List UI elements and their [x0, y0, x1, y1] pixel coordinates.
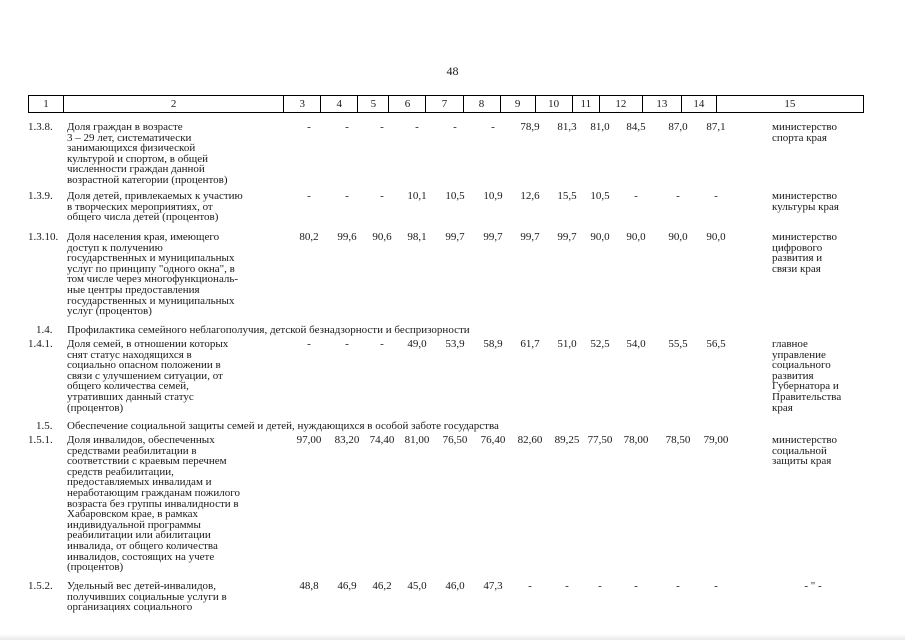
header-cell-3: 3	[284, 96, 321, 112]
value-cell-col9: 78,9	[520, 121, 540, 133]
responsible-body	[772, 122, 864, 143]
scan-edge	[0, 634, 905, 640]
description-line: реабилитации или абилитации	[67, 529, 211, 542]
row-id: 1.5.2.	[28, 580, 53, 592]
description-line: Доля населения края, имеющего	[67, 231, 220, 243]
value-cell-col6: 45,0	[407, 580, 427, 592]
value-cell-col7: 76,50	[442, 434, 468, 446]
value-cell-col3: 48,8	[299, 580, 319, 592]
header-cell-14: 14	[682, 96, 717, 112]
value-cell-col9: 82,60	[517, 434, 543, 446]
value-cell-col5: 74,40	[369, 434, 395, 446]
value-cell-col4: -	[345, 121, 349, 133]
description-line: индивидуальной программы	[67, 518, 201, 531]
description-line: предоставляемых инвалидам и	[67, 476, 212, 489]
description-line: (процентов)	[67, 561, 124, 574]
value-cell-col8: 47,3	[483, 580, 503, 592]
value-cell-col6: 10,1	[407, 190, 427, 202]
responsible-line: Губернатора и	[772, 380, 839, 393]
value-cell-col14: 87,1	[706, 121, 726, 133]
responsible-line: главное	[772, 338, 808, 350]
value-cell-col7: 99,7	[445, 231, 465, 243]
value-cell-col4: -	[345, 338, 349, 350]
description-line: социально опасном положении в	[67, 359, 221, 372]
value-cell-col8: 10,9	[483, 190, 503, 202]
responsible-body	[772, 581, 864, 592]
value-cell-col12: 54,0	[626, 338, 646, 350]
value-cell-col3: -	[307, 190, 311, 202]
value-cell-col6: -	[415, 121, 419, 133]
value-cell-col8: 58,9	[483, 338, 503, 350]
value-cell-col13: -	[676, 580, 680, 592]
value-cell-col7: 46,0	[445, 580, 465, 592]
header-cell-1: 1	[29, 96, 64, 112]
row-id: 1.3.10.	[28, 231, 59, 243]
description-line: государственных и муниципальных	[67, 294, 235, 307]
value-cell-col7: 10,5	[445, 190, 465, 202]
description-line: получивших социальные услуги в	[67, 590, 227, 603]
value-cell-col13: 55,5	[668, 338, 688, 350]
description-line: инвалида, от общего количества	[67, 539, 218, 552]
row-description	[67, 191, 287, 223]
responsible-line: министерство	[772, 121, 838, 133]
value-cell-col8: -	[491, 121, 495, 133]
responsible-body	[772, 232, 864, 274]
responsible-line: спорта края	[772, 131, 827, 144]
description-line: занимающихся физической	[67, 142, 196, 155]
value-cell-col5: 90,6	[372, 231, 392, 243]
row-description	[67, 232, 287, 317]
description-line: инвалидов, состоящих на учете	[67, 550, 215, 563]
description-line: (процентов)	[67, 401, 124, 414]
description-line: общего количества семей,	[67, 380, 189, 393]
description-line: связи с улучшением ситуации, от	[67, 369, 223, 382]
value-cell-col11: 77,50	[587, 434, 613, 446]
description-line: доступ к получению	[67, 241, 163, 254]
description-line: снят статус находящихся в	[67, 348, 192, 361]
responsible-line: социальной	[772, 444, 827, 457]
description-line: услуг (процентов)	[67, 305, 152, 318]
description-line: государственных и муниципальных	[67, 252, 235, 265]
description-line: культурой и спортом, в общей	[67, 152, 209, 165]
responsible-line: развития и	[772, 252, 823, 265]
value-cell-col10: -	[565, 580, 569, 592]
page-number: 48	[446, 64, 459, 78]
header-cell-10: 10	[536, 96, 573, 112]
description-line: Удельный вес детей-инвалидов,	[67, 580, 216, 592]
section-id: 1.4.	[36, 324, 53, 336]
value-cell-col13: 90,0	[668, 231, 688, 243]
value-cell-col7: 53,9	[445, 338, 465, 350]
value-cell-col12: 90,0	[626, 231, 646, 243]
row-description	[67, 339, 287, 413]
row-description	[67, 122, 287, 186]
value-cell-col13: 78,50	[665, 434, 691, 446]
value-cell-col9: 12,6	[520, 190, 540, 202]
description-line: Доля граждан в возрасте	[67, 121, 183, 133]
value-cell-col9: 61,7	[520, 338, 540, 350]
responsible-line: Правительства	[772, 390, 842, 403]
responsible-line: - " -	[804, 580, 822, 592]
responsible-line: социального	[772, 359, 831, 372]
header-cell-8: 8	[464, 96, 501, 112]
value-cell-col5: -	[380, 190, 384, 202]
value-cell-col10: 15,5	[557, 190, 577, 202]
responsible-line: края	[772, 401, 793, 414]
value-cell-col14: 79,00	[703, 434, 729, 446]
value-cell-col6: 49,0	[407, 338, 427, 350]
value-cell-col13: 87,0	[668, 121, 688, 133]
responsible-line: связи края	[772, 262, 821, 275]
description-line: общего числа детей (процентов)	[67, 211, 219, 224]
value-cell-col3: -	[307, 121, 311, 133]
value-cell-col3: -	[307, 338, 311, 350]
description-line: возрастной категории (процентов)	[67, 173, 228, 186]
responsible-line: министерство	[772, 190, 838, 202]
description-line: утративших данный статус	[67, 390, 194, 403]
section-title: Профилактика семейного неблагополучия, детской безнадзорности и беспризорности	[67, 324, 470, 336]
responsible-line: министерство	[772, 434, 838, 446]
value-cell-col3: 97,00	[296, 434, 322, 446]
description-line: Доля семей, в отношении которых	[67, 338, 229, 350]
table-header	[28, 95, 864, 113]
section-id: 1.5.	[36, 420, 53, 432]
value-cell-col5: -	[380, 121, 384, 133]
header-cell-12: 12	[600, 96, 643, 112]
value-cell-col4: -	[345, 190, 349, 202]
description-line: 3 – 29 лет, систематически	[67, 131, 192, 144]
value-cell-col14: -	[714, 580, 718, 592]
value-cell-col8: 99,7	[483, 231, 503, 243]
responsible-line: министерство	[772, 231, 838, 243]
description-line: в творческих мероприятиях, от	[67, 200, 213, 213]
value-cell-col12: -	[634, 580, 638, 592]
responsible-body	[772, 435, 864, 467]
value-cell-col12: 84,5	[626, 121, 646, 133]
description-line: ные центры предоставления	[67, 283, 200, 296]
value-cell-col14: -	[714, 190, 718, 202]
responsible-line: управление	[772, 348, 826, 361]
header-cell-11: 11	[573, 96, 600, 112]
description-line: организациях социального	[67, 601, 193, 614]
description-line: соответствии с краевым перечнем	[67, 455, 227, 468]
value-cell-col11: 52,5	[590, 338, 610, 350]
responsible-line: развития	[772, 369, 814, 382]
header-cell-5: 5	[358, 96, 389, 112]
responsible-line: культуры края	[772, 200, 839, 213]
value-cell-col5: -	[380, 338, 384, 350]
description-line: Хабаровском крае, в рамках	[67, 508, 199, 521]
header-cell-2: 2	[64, 96, 284, 112]
row-id: 1.4.1.	[28, 338, 53, 350]
value-cell-col10: 89,25	[554, 434, 580, 446]
value-cell-col4: 46,9	[337, 580, 357, 592]
description-line: средствами реабилитации в	[67, 444, 197, 457]
value-cell-col11: 90,0	[590, 231, 610, 243]
description-line: неработающим гражданам пожилого	[67, 486, 240, 499]
row-id: 1.3.8.	[28, 121, 53, 133]
value-cell-col10: 99,7	[557, 231, 577, 243]
responsible-body	[772, 339, 864, 413]
value-cell-col12: -	[634, 190, 638, 202]
value-cell-col13: -	[676, 190, 680, 202]
description-line: Доля инвалидов, обеспеченных	[67, 434, 215, 446]
header-cell-15: 15	[784, 98, 796, 110]
value-cell-col11: -	[598, 580, 602, 592]
header-cell-6: 6	[389, 96, 426, 112]
value-cell-col8: 76,40	[480, 434, 506, 446]
row-id: 1.5.1.	[28, 434, 53, 446]
value-cell-col12: 78,00	[623, 434, 649, 446]
description-line: услуг по принципу "одного окна", в	[67, 262, 235, 275]
value-cell-col11: 10,5	[590, 190, 610, 202]
row-description	[67, 581, 287, 613]
value-cell-col6: 81,00	[404, 434, 430, 446]
value-cell-col7: -	[453, 121, 457, 133]
responsible-line: цифрового	[772, 241, 823, 254]
description-line: Доля детей, привлекаемых к участию	[67, 190, 243, 202]
section-title: Обеспечение социальной защиты семей и детей, нуждающихся в особой заботе государства	[67, 420, 499, 432]
value-cell-col11: 81,0	[590, 121, 610, 133]
value-cell-col14: 90,0	[706, 231, 726, 243]
header-cell-9: 9	[501, 96, 536, 112]
header-cell-4: 4	[321, 96, 358, 112]
value-cell-col5: 46,2	[372, 580, 392, 592]
value-cell-col4: 83,20	[334, 434, 360, 446]
row-id: 1.3.9.	[28, 190, 53, 202]
description-line: возраста без группы инвалидности в	[67, 497, 239, 510]
value-cell-col4: 99,6	[337, 231, 357, 243]
description-line: средств реабилитации,	[67, 465, 174, 478]
description-line: численности граждан данной	[67, 163, 205, 176]
row-description	[67, 435, 287, 573]
header-cell-13: 13	[643, 96, 682, 112]
value-cell-col10: 81,3	[557, 121, 577, 133]
responsible-line: защиты края	[772, 455, 832, 468]
header-cell-7: 7	[426, 96, 463, 112]
value-cell-col6: 98,1	[407, 231, 427, 243]
value-cell-col9: 99,7	[520, 231, 540, 243]
responsible-body	[772, 191, 864, 212]
value-cell-col14: 56,5	[706, 338, 726, 350]
value-cell-col3: 80,2	[299, 231, 319, 243]
description-line: том числе через многофункциональ-	[67, 273, 239, 286]
value-cell-col9: -	[528, 580, 532, 592]
value-cell-col10: 51,0	[557, 338, 577, 350]
